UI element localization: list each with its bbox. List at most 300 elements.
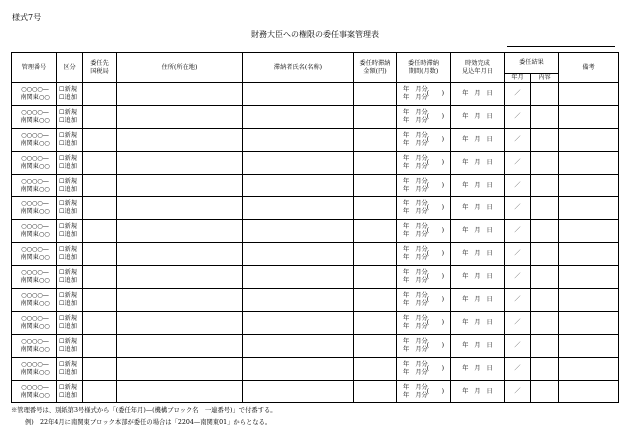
deadline-date: 年 月 日 [462, 158, 493, 166]
header-office [83, 53, 117, 83]
mgmt-no-cell [12, 243, 57, 266]
address-cell[interactable] [117, 334, 243, 357]
mgmt-no-line2: 南関東○○ [20, 208, 50, 216]
office-cell[interactable] [83, 334, 117, 357]
period-line2: 年 月分 [403, 139, 428, 147]
result-content-cell[interactable] [531, 357, 559, 380]
office-cell[interactable] [83, 380, 117, 403]
remarks-cell[interactable] [559, 151, 619, 174]
deadline-date: 年 月 日 [462, 318, 493, 326]
amount-cell[interactable] [354, 151, 397, 174]
period-cell[interactable] [397, 380, 451, 403]
address-cell[interactable] [117, 105, 243, 128]
address-cell[interactable] [117, 357, 243, 380]
period-cell[interactable] [397, 105, 451, 128]
period-cell[interactable] [397, 220, 451, 243]
period-line2: 年 月分 [403, 116, 428, 124]
mgmt-no-line2: 南関東○○ [20, 139, 50, 147]
mgmt-no-line1: ○○○○— [21, 131, 49, 139]
deadline-cell[interactable] [451, 334, 505, 357]
office-cell[interactable] [83, 174, 117, 197]
kubun-cell[interactable] [57, 151, 83, 174]
mgmt-no-line1: ○○○○— [21, 85, 49, 93]
period-line1: 年 月分 [403, 200, 428, 208]
taxpayer-cell[interactable] [243, 197, 354, 220]
period-cell[interactable] [397, 128, 451, 151]
period-cell[interactable] [397, 357, 451, 380]
kubun-cell[interactable] [57, 220, 83, 243]
result-ym-slash: ／ [514, 89, 521, 97]
mgmt-no-line2: 南関東○○ [20, 231, 50, 239]
deadline-date: 年 月 日 [462, 341, 493, 349]
result-ym-slash: ／ [514, 318, 521, 326]
deadline-date: 年 月 日 [462, 250, 493, 258]
office-cell[interactable] [83, 266, 117, 289]
deadline-cell[interactable] [451, 357, 505, 380]
header-period [397, 53, 451, 83]
mgmt-no-line1: ○○○○— [21, 360, 49, 368]
address-cell[interactable] [117, 380, 243, 403]
amount-cell[interactable] [354, 197, 397, 220]
result-ym-cell[interactable] [505, 311, 531, 334]
kubun-add-checkbox: ☐追加 [59, 254, 77, 262]
address-cell[interactable] [117, 243, 243, 266]
header-amount-line2: 金額(円) [363, 67, 387, 75]
address-cell[interactable] [117, 128, 243, 151]
result-content-cell[interactable] [531, 174, 559, 197]
table-row [12, 311, 619, 334]
kubun-cell[interactable] [57, 197, 83, 220]
period-months: ( ) [426, 89, 444, 97]
result-content-cell[interactable] [531, 380, 559, 403]
kubun-new-checkbox: ☐新規 [59, 360, 77, 368]
period-months: ( ) [426, 387, 444, 395]
result-ym-slash: ／ [514, 135, 521, 143]
period-months: ( ) [426, 364, 444, 372]
mgmt-no-line2: 南関東○○ [20, 368, 50, 376]
office-cell[interactable] [83, 289, 117, 312]
mgmt-no-cell [12, 105, 57, 128]
result-content-cell[interactable] [531, 83, 559, 106]
result-content-cell[interactable] [531, 197, 559, 220]
period-cell[interactable] [397, 266, 451, 289]
period-months: ( ) [426, 135, 444, 143]
period-line2: 年 月分 [403, 208, 428, 216]
mgmt-no-line2: 南関東○○ [20, 185, 50, 193]
result-ym-cell[interactable] [505, 266, 531, 289]
office-cell[interactable] [83, 243, 117, 266]
period-line1: 年 月分 [403, 154, 428, 162]
period-line2: 年 月分 [403, 322, 428, 330]
remarks-cell[interactable] [559, 128, 619, 151]
address-cell[interactable] [117, 311, 243, 334]
period-line2: 年 月分 [403, 254, 428, 262]
mgmt-no-cell [12, 197, 57, 220]
kubun-add-checkbox: ☐追加 [59, 162, 77, 170]
amount-cell[interactable] [354, 243, 397, 266]
period-line1: 年 月分 [403, 177, 428, 185]
period-months: ( ) [426, 295, 444, 303]
deadline-cell[interactable] [451, 197, 505, 220]
period-line1: 年 月分 [403, 85, 428, 93]
kubun-add-checkbox: ☐追加 [59, 139, 77, 147]
address-cell[interactable] [117, 289, 243, 312]
deadline-date: 年 月 日 [462, 273, 493, 281]
deadline-cell[interactable] [451, 220, 505, 243]
taxpayer-cell[interactable] [243, 151, 354, 174]
period-line1: 年 月分 [403, 383, 428, 391]
kubun-new-checkbox: ☐新規 [59, 177, 77, 185]
period-line2: 年 月分 [403, 299, 428, 307]
period-months: ( ) [426, 227, 444, 235]
header-office-line2: 国税局 [90, 67, 109, 75]
result-ym-slash: ／ [514, 250, 521, 258]
result-ym-cell[interactable] [505, 128, 531, 151]
table-row [12, 380, 619, 403]
office-cell[interactable] [83, 151, 117, 174]
result-ym-cell[interactable] [505, 289, 531, 312]
remarks-cell[interactable] [559, 105, 619, 128]
amount-cell[interactable] [354, 128, 397, 151]
deadline-cell[interactable] [451, 128, 505, 151]
taxpayer-cell[interactable] [243, 311, 354, 334]
period-cell[interactable] [397, 151, 451, 174]
table-row [12, 83, 619, 106]
result-ym-cell[interactable] [505, 83, 531, 106]
mgmt-no-line1: ○○○○— [21, 223, 49, 231]
deadline-date: 年 月 日 [462, 227, 493, 235]
table-row [12, 357, 619, 380]
deadline-date: 年 月 日 [462, 295, 493, 303]
taxpayer-cell[interactable] [243, 289, 354, 312]
taxpayer-cell[interactable] [243, 380, 354, 403]
kubun-new-checkbox: ☐新規 [59, 223, 77, 231]
mgmt-no-line1: ○○○○— [21, 337, 49, 345]
mgmt-no-line1: ○○○○— [21, 246, 49, 254]
header-amount-line1: 委任時滞納 [359, 59, 391, 67]
deadline-cell[interactable] [451, 380, 505, 403]
amount-cell[interactable] [354, 174, 397, 197]
mgmt-no-cell [12, 311, 57, 334]
period-line1: 年 月分 [403, 223, 428, 231]
kubun-new-checkbox: ☐新規 [59, 108, 77, 116]
table-row [12, 151, 619, 174]
period-cell[interactable] [397, 334, 451, 357]
period-line1: 年 月分 [403, 246, 428, 254]
kubun-new-checkbox: ☐新規 [59, 246, 77, 254]
period-line1: 年 月分 [403, 360, 428, 368]
header-address: 住所(所在地) [117, 53, 243, 83]
deadline-cell[interactable] [451, 289, 505, 312]
table-row [12, 174, 619, 197]
remarks-cell[interactable] [559, 289, 619, 312]
deadline-date: 年 月 日 [462, 89, 493, 97]
kubun-add-checkbox: ☐追加 [59, 231, 77, 239]
remarks-cell[interactable] [559, 174, 619, 197]
office-cell[interactable] [83, 220, 117, 243]
period-cell[interactable] [397, 311, 451, 334]
office-cell[interactable] [83, 83, 117, 106]
header-mgmt-no: 管理番号 [12, 53, 57, 83]
header-kubun: 区分 [57, 53, 83, 83]
header-deadline [451, 53, 505, 83]
taxpayer-cell[interactable] [243, 174, 354, 197]
period-line2: 年 月分 [403, 277, 428, 285]
kubun-cell[interactable] [57, 380, 83, 403]
address-cell[interactable] [117, 197, 243, 220]
result-ym-slash: ／ [514, 273, 521, 281]
result-ym-cell[interactable] [505, 105, 531, 128]
taxpayer-cell[interactable] [243, 83, 354, 106]
amount-cell[interactable] [354, 105, 397, 128]
taxpayer-cell[interactable] [243, 105, 354, 128]
header-result-content: 内容 [531, 74, 559, 83]
taxpayer-cell[interactable] [243, 220, 354, 243]
amount-cell[interactable] [354, 311, 397, 334]
kubun-new-checkbox: ☐新規 [59, 200, 77, 208]
mgmt-no-line2: 南関東○○ [20, 345, 50, 353]
kubun-add-checkbox: ☐追加 [59, 345, 77, 353]
office-cell[interactable] [83, 311, 117, 334]
mgmt-no-line1: ○○○○— [21, 314, 49, 322]
amount-cell[interactable] [354, 289, 397, 312]
kubun-cell[interactable] [57, 289, 83, 312]
deadline-cell[interactable] [451, 243, 505, 266]
mgmt-no-line2: 南関東○○ [20, 254, 50, 262]
address-cell[interactable] [117, 151, 243, 174]
kubun-cell[interactable] [57, 243, 83, 266]
office-cell[interactable] [83, 197, 117, 220]
header-result: 委任結果 [505, 53, 559, 74]
kubun-add-checkbox: ☐追加 [59, 277, 77, 285]
amount-cell[interactable] [354, 334, 397, 357]
period-months: ( ) [426, 204, 444, 212]
deadline-cell[interactable] [451, 174, 505, 197]
result-ym-slash: ／ [514, 204, 521, 212]
deadline-cell[interactable] [451, 311, 505, 334]
kubun-add-checkbox: ☐追加 [59, 185, 77, 193]
remarks-cell[interactable] [559, 311, 619, 334]
remarks-cell[interactable] [559, 266, 619, 289]
result-content-cell[interactable] [531, 311, 559, 334]
kubun-new-checkbox: ☐新規 [59, 383, 77, 391]
header-taxpayer: 滞納者氏名(名称) [243, 53, 354, 83]
period-line2: 年 月分 [403, 185, 428, 193]
mgmt-no-line2: 南関東○○ [20, 162, 50, 170]
mgmt-no-line2: 南関東○○ [20, 322, 50, 330]
result-ym-cell[interactable] [505, 334, 531, 357]
kubun-add-checkbox: ☐追加 [59, 116, 77, 124]
deadline-date: 年 月 日 [462, 364, 493, 372]
kubun-cell[interactable] [57, 83, 83, 106]
kubun-cell[interactable] [57, 311, 83, 334]
address-cell[interactable] [117, 220, 243, 243]
mgmt-no-line2: 南関東○○ [20, 391, 50, 399]
deadline-cell[interactable] [451, 266, 505, 289]
kubun-cell[interactable] [57, 105, 83, 128]
kubun-add-checkbox: ☐追加 [59, 391, 77, 399]
amount-cell[interactable] [354, 357, 397, 380]
table-row [12, 243, 619, 266]
amount-cell[interactable] [354, 220, 397, 243]
kubun-cell[interactable] [57, 357, 83, 380]
period-cell[interactable] [397, 83, 451, 106]
period-cell[interactable] [397, 197, 451, 220]
deadline-date: 年 月 日 [462, 112, 493, 120]
mgmt-no-line1: ○○○○— [21, 291, 49, 299]
taxpayer-cell[interactable] [243, 128, 354, 151]
mgmt-no-cell [12, 128, 57, 151]
result-content-cell[interactable] [531, 128, 559, 151]
amount-cell[interactable] [354, 266, 397, 289]
result-ym-cell[interactable] [505, 243, 531, 266]
kubun-cell[interactable] [57, 266, 83, 289]
taxpayer-cell[interactable] [243, 334, 354, 357]
deadline-cell[interactable] [451, 151, 505, 174]
office-cell[interactable] [83, 128, 117, 151]
result-ym-cell[interactable] [505, 220, 531, 243]
case-management-table [11, 52, 619, 403]
result-ym-cell[interactable] [505, 197, 531, 220]
mgmt-no-line2: 南関東○○ [20, 93, 50, 101]
remarks-cell[interactable] [559, 380, 619, 403]
result-ym-slash: ／ [514, 341, 521, 349]
amount-cell[interactable] [354, 380, 397, 403]
result-content-cell[interactable] [531, 243, 559, 266]
remarks-cell[interactable] [559, 334, 619, 357]
mgmt-no-line2: 南関東○○ [20, 116, 50, 124]
kubun-new-checkbox: ☐新規 [59, 131, 77, 139]
mgmt-no-cell [12, 357, 57, 380]
mgmt-no-cell [12, 380, 57, 403]
result-content-cell[interactable] [531, 105, 559, 128]
period-line2: 年 月分 [403, 368, 428, 376]
table-row [12, 266, 619, 289]
result-content-cell[interactable] [531, 220, 559, 243]
kubun-new-checkbox: ☐新規 [59, 85, 77, 93]
result-content-cell[interactable] [531, 289, 559, 312]
result-ym-slash: ／ [514, 364, 521, 372]
period-months: ( ) [426, 318, 444, 326]
table-row [12, 289, 619, 312]
result-content-cell[interactable] [531, 334, 559, 357]
kubun-new-checkbox: ☐新規 [59, 314, 77, 322]
table-row [12, 220, 619, 243]
period-line2: 年 月分 [403, 345, 428, 353]
period-cell[interactable] [397, 243, 451, 266]
period-months: ( ) [426, 181, 444, 189]
period-line1: 年 月分 [403, 314, 428, 322]
table-row [12, 128, 619, 151]
table-row [12, 197, 619, 220]
note-line-1: ※管理番号は、別紙第3号様式から「(委任年月)—(機構ブロック名 一連番号)」で付番する。 [11, 407, 277, 414]
page-title: 財務大臣への権限の委任事案管理表 [251, 30, 379, 39]
taxpayer-cell[interactable] [243, 243, 354, 266]
header-period-line1: 委任時滞納 [408, 59, 439, 67]
deadline-cell[interactable] [451, 105, 505, 128]
period-months: ( ) [426, 273, 444, 281]
remarks-cell[interactable] [559, 357, 619, 380]
result-ym-slash: ／ [514, 158, 521, 166]
header-result-ym: 年月 [505, 74, 531, 83]
table-row [12, 105, 619, 128]
mgmt-no-cell [12, 266, 57, 289]
deadline-date: 年 月 日 [462, 135, 493, 143]
result-ym-slash: ／ [514, 112, 521, 120]
period-line2: 年 月分 [403, 162, 428, 170]
period-line2: 年 月分 [403, 391, 428, 399]
deadline-cell[interactable] [451, 83, 505, 106]
remarks-cell[interactable] [559, 197, 619, 220]
mgmt-no-line1: ○○○○— [21, 177, 49, 185]
result-content-cell[interactable] [531, 266, 559, 289]
kubun-new-checkbox: ☐新規 [59, 154, 77, 162]
kubun-new-checkbox: ☐新規 [59, 337, 77, 345]
kubun-cell[interactable] [57, 128, 83, 151]
mgmt-no-line1: ○○○○— [21, 200, 49, 208]
kubun-new-checkbox: ☐新規 [59, 269, 77, 277]
period-line1: 年 月分 [403, 269, 428, 277]
address-cell[interactable] [117, 266, 243, 289]
header-deadline-line1: 時効完成 [465, 59, 490, 67]
amount-cell[interactable] [354, 83, 397, 106]
kubun-add-checkbox: ☐追加 [59, 93, 77, 101]
period-cell[interactable] [397, 174, 451, 197]
period-line2: 年 月分 [403, 231, 428, 239]
mgmt-no-line2: 南関東○○ [20, 277, 50, 285]
office-cell[interactable] [83, 357, 117, 380]
period-months: ( ) [426, 250, 444, 258]
remarks-cell[interactable] [559, 220, 619, 243]
result-ym-cell[interactable] [505, 380, 531, 403]
mgmt-no-line1: ○○○○— [21, 108, 49, 116]
mgmt-no-line1: ○○○○— [21, 383, 49, 391]
mgmt-no-line1: ○○○○— [21, 154, 49, 162]
mgmt-no-line1: ○○○○— [21, 269, 49, 277]
address-cell[interactable] [117, 83, 243, 106]
mgmt-no-cell [12, 334, 57, 357]
period-line1: 年 月分 [403, 337, 428, 345]
mgmt-no-cell [12, 220, 57, 243]
header-office-line1: 委任先 [90, 59, 109, 67]
period-months: ( ) [426, 341, 444, 349]
deadline-date: 年 月 日 [462, 204, 493, 212]
period-cell[interactable] [397, 289, 451, 312]
deadline-date: 年 月 日 [462, 181, 493, 189]
kubun-cell[interactable] [57, 174, 83, 197]
result-ym-cell[interactable] [505, 357, 531, 380]
result-ym-cell[interactable] [505, 174, 531, 197]
period-months: ( ) [426, 112, 444, 120]
address-cell[interactable] [117, 174, 243, 197]
taxpayer-cell[interactable] [243, 357, 354, 380]
mgmt-no-cell [12, 151, 57, 174]
kubun-cell[interactable] [57, 334, 83, 357]
result-content-cell[interactable] [531, 151, 559, 174]
office-cell[interactable] [83, 105, 117, 128]
form-number: 様式7号 [12, 13, 42, 22]
result-ym-slash: ／ [514, 227, 521, 235]
table-body [12, 83, 619, 403]
remarks-cell[interactable] [559, 243, 619, 266]
remarks-cell[interactable] [559, 83, 619, 106]
kubun-add-checkbox: ☐追加 [59, 322, 77, 330]
taxpayer-cell[interactable] [243, 266, 354, 289]
result-ym-cell[interactable] [505, 151, 531, 174]
period-line1: 年 月分 [403, 131, 428, 139]
header-period-line2: 期間(月数) [408, 67, 439, 75]
result-ym-slash: ／ [514, 387, 521, 395]
